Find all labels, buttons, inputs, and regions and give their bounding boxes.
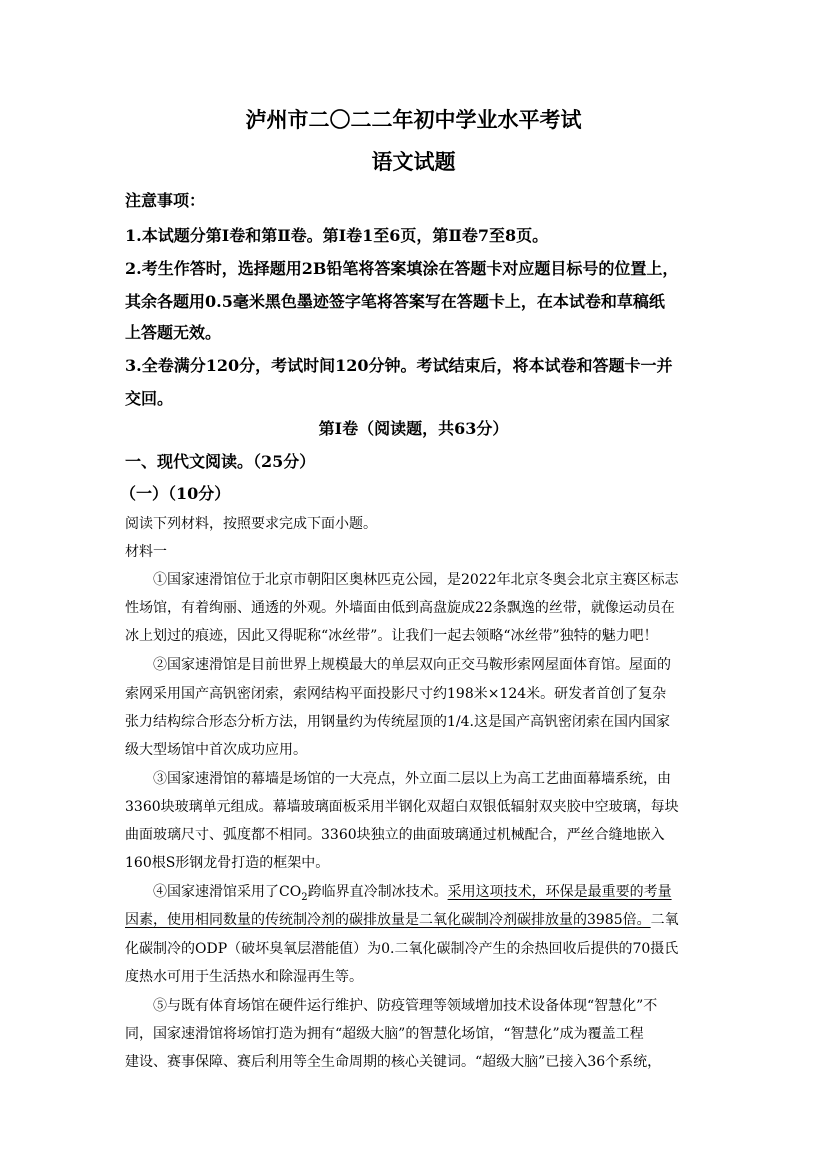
paragraph-line: 3360块玻璃单元组成。幕墙玻璃面板采用半钢化双超白双银低辐射双夹胶中空玻璃，每块 (125, 799, 679, 815)
notice-line: 其余各题用0.5毫米黑色墨迹签字笔将答案写在答题卡上，在本试卷和草稿纸 (125, 292, 665, 311)
notice-line: 上答题无效。 (125, 323, 222, 342)
section-heading: 一、现代文阅读。（25分） (125, 452, 316, 471)
notice-line: 1.本试题分第Ⅰ卷和第Ⅱ卷。第Ⅰ卷1至6页，第Ⅱ卷7至8页。 (125, 226, 549, 245)
paragraph-line: 性场馆，有着绚丽、通透的外观。外墙面由低到高盘旋成22条飘逸的丝带，就像运动员在 (125, 600, 675, 616)
paragraph-line: ③国家速滑馆的幕墙是场馆的一大亮点，外立面二层以上为高工艺曲面幕墙系统，由 (153, 771, 671, 787)
underlined-text: 采用这项技术，环保是最重要的考量 (447, 884, 672, 900)
paragraph-line: 张力结构综合形态分析方法，用钢量约为传统屋顶的1/4.这是国产高钒密闭索在国内国家 (125, 714, 670, 730)
paragraph-line (125, 909, 702, 929)
notice-line: 3.全卷满分120分，考试时间120分钟。考试结束后，将本试卷和答题卡一并 (125, 356, 673, 375)
paragraph-line: ①国家速滑馆位于北京市朝阳区奥林匹克公园，是2022年北京冬奥会北京主赛区标志 (153, 572, 679, 588)
paragraph-line: 化碳制冷的ODP（破坏臭氧层潜能值）为0.二氧化碳制冷产生的余热回收后提供的70摄氏 (125, 941, 679, 957)
notice-heading: 注意事项： (125, 191, 206, 210)
text-span: ④国家速滑馆采用了CO (153, 884, 302, 900)
material-label: 材料一 (125, 544, 167, 560)
paragraph-line: 索网采用国产高钒密闭索，索网结构平面投影尺寸约198米×124米。研发者首创了复杂 (125, 686, 667, 702)
subscript: 2 (301, 891, 308, 903)
notice-line: 2.考生作答时，选择题用2B铅笔将答案填涂在答题卡对应题目标号的位置上， (125, 259, 679, 278)
paragraph-line: 160根S形钢龙骨打造的框架中。 (125, 855, 330, 871)
paragraph-line: 曲面玻璃尺寸、弧度都不相同。3360块独立的曲面玻璃通过机械配合，严丝合缝地嵌入 (125, 827, 665, 843)
text-span: 跨临界直冷制冰技术。 (307, 884, 448, 900)
paragraph-line: 冰上划过的痕迹，因此又得昵称“冰丝带”。让我们一起去领略“冰丝带”独特的魅力吧！ (125, 628, 658, 644)
paragraph-line: 同，国家速滑馆将场馆打造为拥有“超级大脑”的智慧化场馆，“智慧化”成为覆盖工程 (125, 1026, 644, 1042)
instruction-text: 阅读下列材料，按照要求完成下面小题。 (125, 516, 377, 532)
paragraph-line: ⑤与既有体育场馆在硬件运行维护、防疫管理等领域增加技术设备体现“智慧化”不 (153, 998, 658, 1014)
exam-subtitle: 语文试题 (371, 149, 456, 174)
part-heading: 第Ⅰ卷（阅读题，共63分） (318, 419, 509, 438)
paragraph-line: 级大型场馆中首次成功应用。 (125, 742, 307, 758)
paragraph-line: 度热水可用于生活热水和除湿再生等。 (125, 969, 363, 985)
exam-title: 泸州市二〇二二年初中学业水平考试 (245, 107, 582, 132)
underlined-text: 因素，使用相同数量的传统制冷剂的碳排放量是二氧化碳制冷剂碳排放量的3985倍。 (125, 912, 651, 928)
subsection-heading: （一）（10分） (120, 484, 231, 503)
notice-line: 交回。 (125, 389, 174, 408)
paragraph-line: ②国家速滑馆是目前世界上规模最大的单层双向正交马鞍形索网屋面体育馆。屋面的 (153, 657, 671, 673)
paragraph-line (153, 881, 702, 903)
text-span: 二氧 (650, 912, 679, 928)
paragraph-line: 建设、赛事保障、赛后利用等全生命周期的核心关键词。“超级大脑”已接入36个系统， (125, 1054, 662, 1070)
